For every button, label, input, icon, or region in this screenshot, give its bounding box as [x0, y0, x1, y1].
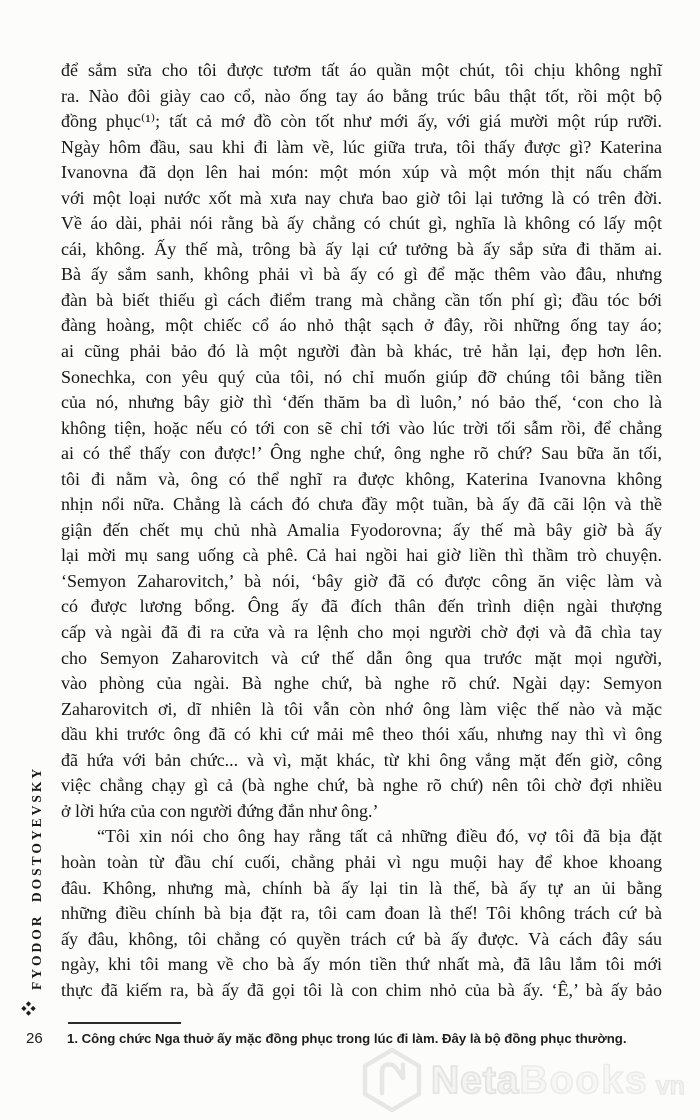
body-line: cho Semyon Zaharovitch và cứ thế dẫn ông qua trước mặt mọi người, [61, 647, 662, 668]
body-line: đâu. Không, nhưng mà, chính bà ấy lại tin là thế, bà ấy tự an ủi bằng [61, 877, 662, 898]
body-line: việc chẳng chạy gì cả (bà nghe chứ, bà nghe rõ chứ) nên tôi chờ đợi nhiều [61, 775, 662, 796]
body-line: đã hứa với bản chức... và vì, mặt khác, từ khi ông vắng mặt đến giờ, công [61, 749, 662, 770]
watermark [361, 1047, 685, 1113]
body-line: cái, không. Ấy thế mà, trông bà ấy lại cứ tưởng bà ấy sắp sửa đi thăm ai. [61, 238, 662, 259]
body-line: những điều chính bà bịa đặt ra, tôi cam đoan là thế! Tôi không trách cứ bà [61, 903, 662, 924]
body-line: ‘Semyon Zaharovitch,’ bà nói, ‘bây giờ đã có được công ăn việc làm và [61, 570, 662, 591]
body-text [61, 58, 662, 1003]
body-line: Về áo dài, phải nói rằng bà ấy chẳng có chút gì, nghĩa là không có lấy một [61, 213, 662, 234]
body-line: Zaharovitch ơi, dĩ nhiên là tôi vẫn còn nhớ ông làm việc thế nào và mặc [61, 698, 662, 719]
body-line: thực đã kiếm ra, bà ấy đã gọi tôi là con chim nhỏ của bà ấy. ‘Ê,’ bà ấy bảo [61, 979, 662, 1000]
footnote-text: 1. Công chức Nga thuở ấy mặc đồng phục trong lúc đi làm. Đây là bộ đồng phục thường. [67, 1031, 627, 1046]
body-line: ở lời hứa của con người đứng đắn như ông.’ [61, 800, 379, 821]
body-line: đàn bà biết thiếu gì cách điểm trang mà chẳng cần tốn phí gì; đầu tóc bới [61, 289, 662, 310]
body-line: để sắm sửa cho tôi được tươm tất áo quần một chút, tôi chịu không nghĩ [61, 60, 662, 80]
body-line: tôi đi nằm và, ông có thể nghĩ ra được không, Katerina Ivanovna không [61, 468, 662, 489]
author-sidebar-text: FYODOR DOSTOYEVSKY [29, 765, 44, 990]
paragraph [61, 58, 662, 824]
netabooks-logo-icon [361, 1047, 423, 1113]
body-line: ai có thể thấy con được!’ Ông nghe chứ, ông nghe rõ chứ? Sau bữa ăn tối, [61, 443, 662, 464]
watermark-brand-secondary: Books [519, 1058, 649, 1102]
body-line: ra. Nào đôi giày cao cổ, nào ống tay áo bằng trúc bâu thật tốt, rồi một bộ [61, 85, 662, 106]
body-line: không tiện, hoặc nếu có tới con sẽ chỉ tới vào lúc trời tối sẫm rồi, để chẳng [61, 417, 662, 438]
body-line: của nó, nhưng bây giờ thì ‘đến thăm ba dì luôn,’ nó bảo thế, ‘con cho là [61, 392, 662, 413]
florette-icon [21, 1001, 36, 1016]
body-line: có được lương bổng. Ông ấy đã đích thân đến trình diện ngài thượng [61, 596, 662, 617]
body-line: Sonechka, con yêu quý của tôi, nó chỉ muốn giúp đỡ chúng tôi bằng tiền [61, 366, 662, 387]
watermark-suffix: vn [655, 1071, 685, 1100]
page-number: 26 [26, 1030, 43, 1047]
body-line: đồng phục⁽¹⁾; tất cả mớ đồ còn tốt như mới ấy, với giá mười một rúp rưỡi. [61, 111, 662, 132]
body-line: với một loại nước xốt mà xưa nay chưa bao giờ tôi lại tưởng là có trên đời. [61, 187, 662, 208]
body-line: nhịn nổi nữa. Chẳng là cách đó chưa đầy một tuần, bà ấy đã cãi lộn và thề [61, 494, 662, 515]
watermark-brand-primary: Neta [431, 1058, 520, 1102]
body-line: Bà ấy sắm sanh, không phải vì bà ấy có gì để mặc thêm vào đâu, nhưng [61, 264, 662, 285]
body-line: Ivanovna đã dọn lên hai món: một món xúp và một món thịt nấu chấm [61, 162, 662, 183]
body-line: “Tôi xin nói cho ông hay rằng tất cả những điều đó, vợ tôi đã bịa đặt [97, 826, 662, 847]
body-line: đàng hoàng, một chiếc cổ áo nhỏ thật sạch ở đây, rồi những ống tay áo; [61, 315, 662, 336]
body-line: vào phòng của ngài. Bà nghe chứ, bà nghe rõ chứ. Ngài dạy: Semyon [61, 673, 662, 694]
body-line: giận đến chết mụ chủ nhà Amalia Fyodorovna; ấy thế mà bây giờ bà ấy [61, 519, 662, 540]
paragraph [61, 824, 662, 1003]
body-line: Ngày hôm đầu, sau khi đi làm về, lúc giữa trưa, tôi thấy được gì? Katerina [61, 136, 662, 157]
body-line: ai cũng phải bảo đó là một người đàn bà khác, trẻ hẳn lại, đẹp hơn lên. [61, 341, 662, 362]
footnote-divider [68, 1022, 181, 1024]
body-line: ngày, khi tôi mang về cho bà ấy món tiền thứ nhất mà, đã lâu lắm tôi mới [61, 954, 662, 975]
body-line: ấy đâu, không, tôi chẳng có quyền trách cứ bà ấy được. Và cách đây sáu [61, 928, 662, 949]
body-line: cấp và ngài đã đi ra cửa và ra lệnh cho mọi người chờ đợi và đã chìa tay [61, 622, 662, 643]
body-line: hoàn toàn từ đầu chí cuối, chẳng phải vì ngu muội hay để khoe khoang [61, 851, 662, 872]
body-line: dầu khi trước ông đã có khi cứ mải mê theo thói xấu, nhưng nay thì vì ông [61, 724, 662, 745]
body-line: lại mời mụ sang uống cà phê. Cả hai ngồi hai giờ liền thì thầm trò chuyện. [61, 545, 662, 566]
